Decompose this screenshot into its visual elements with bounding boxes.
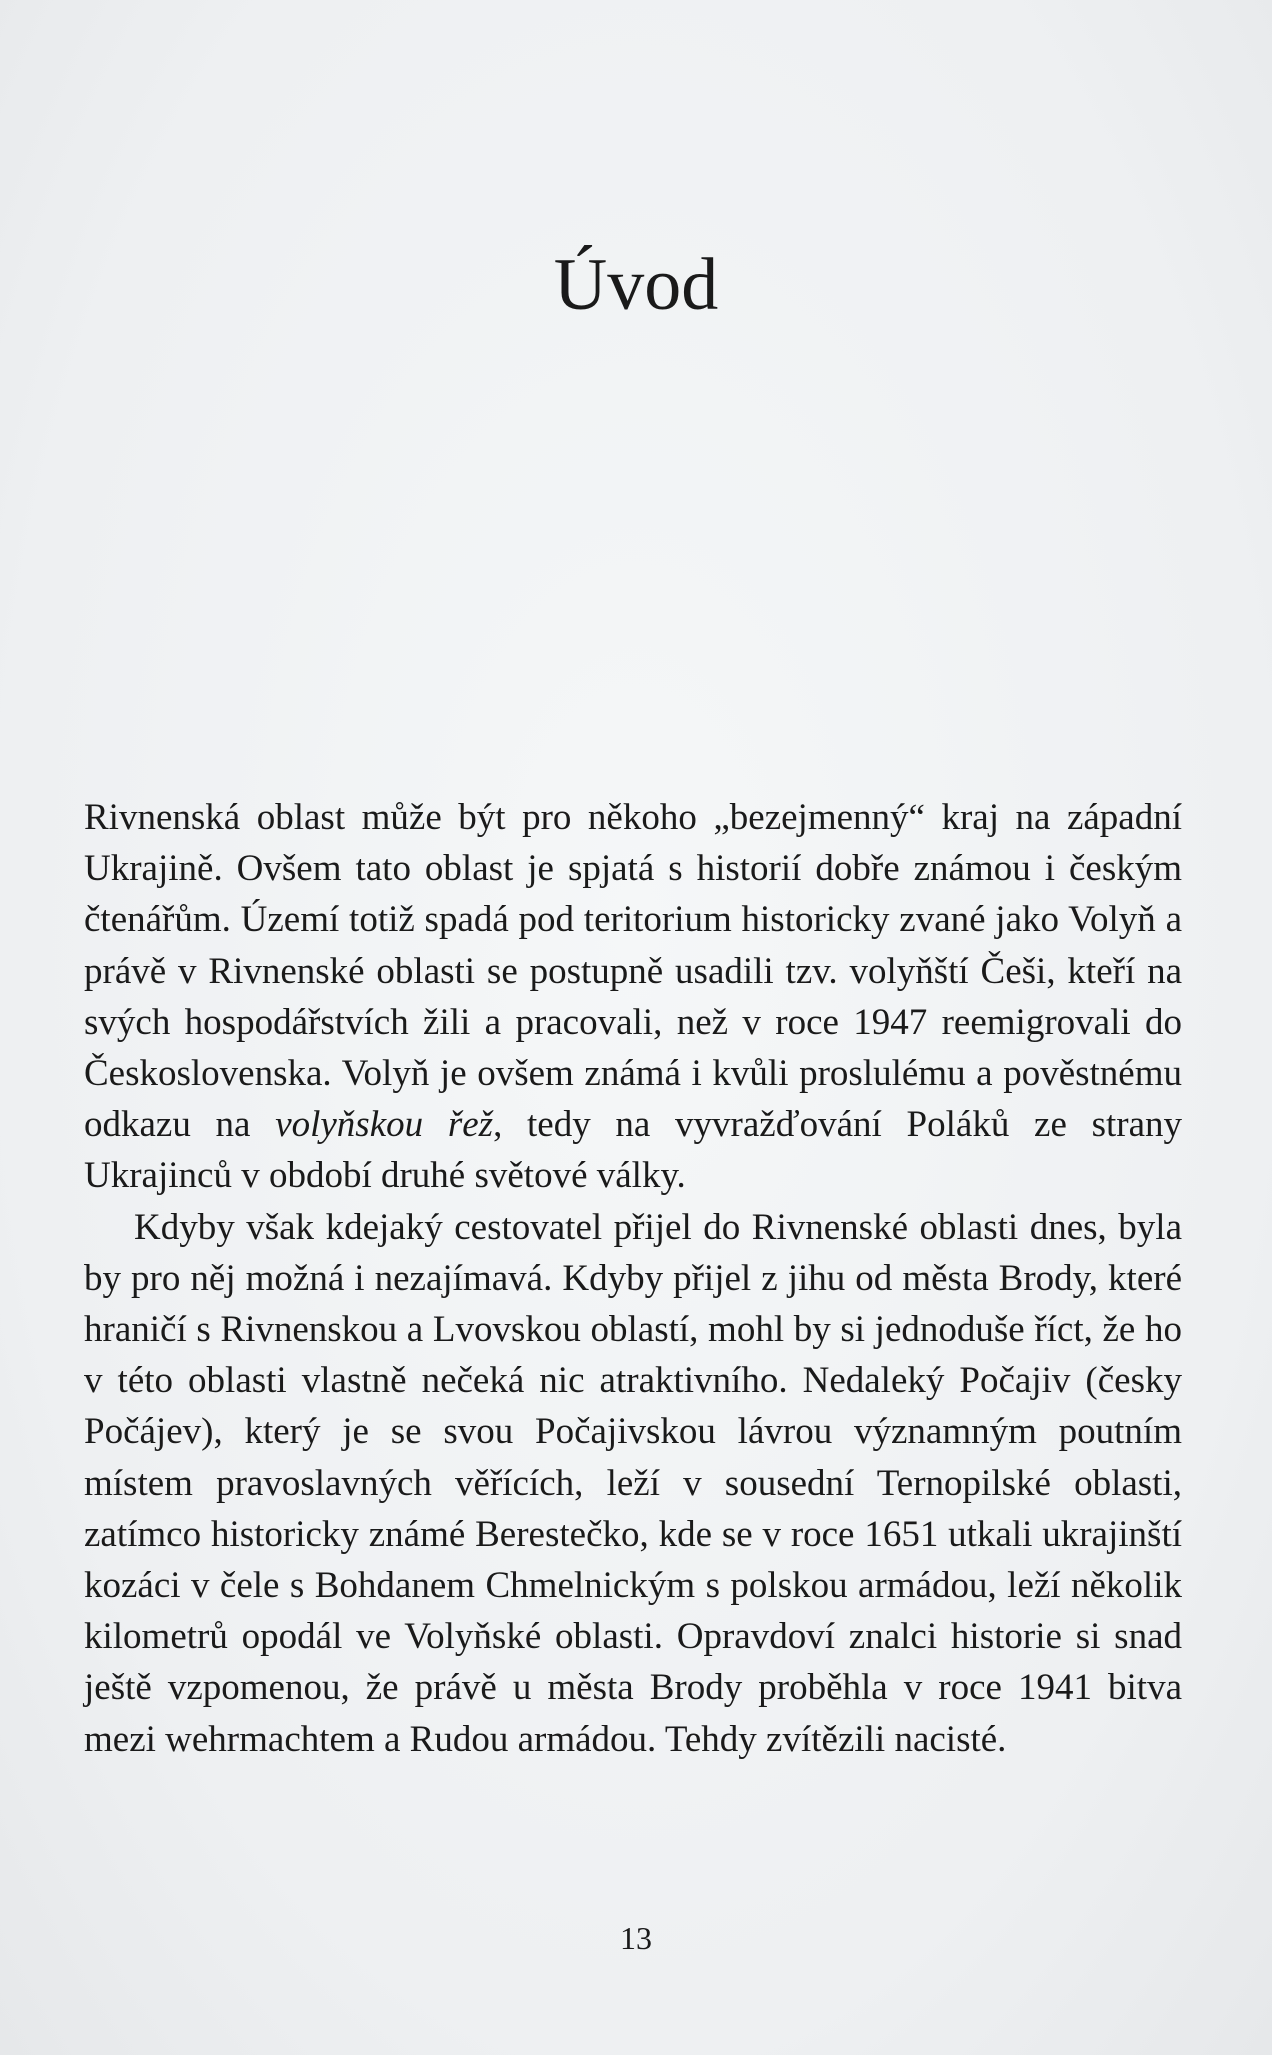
page-number: 13 xyxy=(620,1920,652,1956)
paragraph-1 xyxy=(84,792,1182,1202)
chapter-body xyxy=(84,792,1182,1765)
paragraph-1-text-after: , tedy na vyvražďování Poláků ze strany Ukrajinců v období druhé světové války. xyxy=(84,1104,1182,1197)
paragraph-2: Kdyby však kdejaký cestovatel přijel do Rivnenské oblasti dnes, byla by pro něj možná i nezajímavá. Kdyby přijel z jihu od města Brody, které hraničí s Rivnenskou a Lvovskou oblastí, mohl by si jednoduše říct, že ho v této oblasti vlastně nečeká nic atraktivního. Nedaleký Počajiv (česky Počájev), který je se svou Počajivskou lávrou významným poutním místem pravoslavných věřících, leží v sousední Ternopilské oblasti, zatímco historicky známé Berestečko, kde se v roce 1651 utkali ukrajinští kozáci v čele s Bohdanem Chmelnickým s polskou armádou, leží několik kilometrů opodál ve Volyňské oblasti. Opravdoví znalci historie si snad ještě vzpomenou, že právě u města Brody proběhla v roce 1941 bitva mezi wehrmachtem a Rudou armádou. Tehdy zvítězili nacisté. xyxy=(84,1206,1182,1760)
chapter-title: Úvod xyxy=(553,244,719,326)
paragraph-1-text-before: Rivnenská oblast může být pro někoho „bezejmenný“ kraj na západní Ukrajině. Ovšem tato oblast je spjatá s historií dobře známou i českým čtenářům. Území totiž spadá pod teritorium historicky zvané jako Volyň a právě v Rivnenské oblasti se postupně usadili tzv. volyňští Češi, kteří na svých hospodářstvích žili a pracovali, než v roce 1947 reemigrovali do Československa. Volyň je ovšem známá i kvůli proslulému a pověstnému odkazu na xyxy=(84,797,1182,1146)
paragraph-1-italic-term: volyňskou řež xyxy=(275,1104,494,1146)
